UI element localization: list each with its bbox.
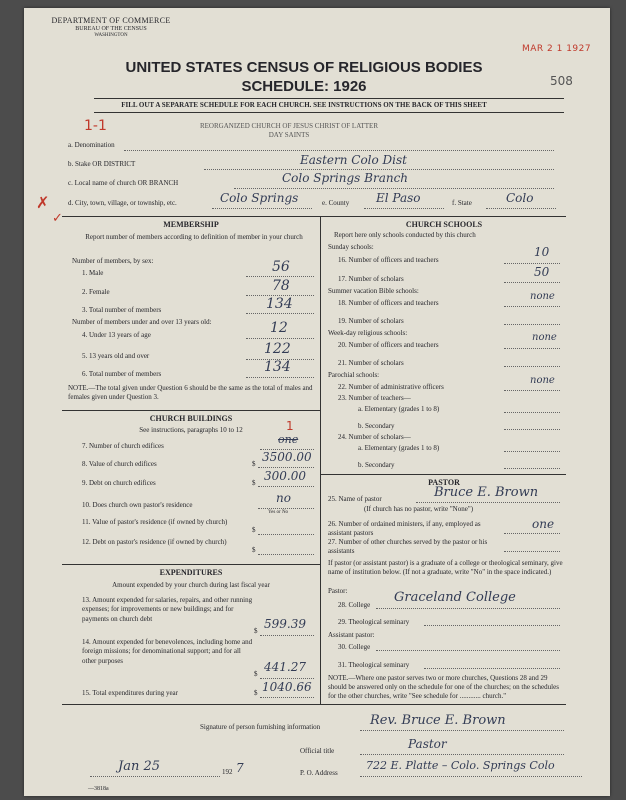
department-header — [36, 16, 186, 39]
members-by-sex-label: Number of members, by sex: — [72, 257, 154, 265]
schedule-number: 508 — [550, 74, 573, 88]
membership-intro: Report number of members according to definition of member in your church — [85, 233, 303, 241]
parochial-schools-label: Parochial schools: — [328, 371, 380, 379]
schools-heading: CHURCH SCHOOLS — [405, 220, 483, 229]
year-prefix: 192 — [222, 768, 233, 776]
male-label: 1. Male — [82, 269, 104, 277]
assistant-ministers-label: 26. Number of ordained ministers, if any, employed as assistant pastors — [328, 520, 481, 538]
city-value: Colo Springs — [220, 191, 299, 205]
received-date-stamp: MAR 2 1 1927 — [522, 44, 592, 54]
membership-note: NOTE.—The total given under Question 6 should be the same as the total of males and females given under Question 3. — [68, 384, 313, 402]
graduate-note: If pastor (or assistant pastor) is a graduate of a college or theological seminary, give name of institution below. (If not a graduate, write "No" in the space indicated.) — [328, 559, 563, 577]
instructions-banner: FILL OUT A SEPARATE SCHEDULE FOR EACH CHURCH. SEE INSTRUCTIONS ON THE BACK OF THIS SHEET — [121, 101, 487, 109]
teachers-elementary-label: a. Elementary (grades 1 to 8) — [358, 405, 440, 413]
running-expenses-label: 13. Amount expended for salaries, repairs, and other running expenses; for improvements or new buildings; and for payments on church debt — [82, 596, 253, 623]
members-by-age-label: Number of members under and over 13 years old: — [72, 318, 212, 326]
total-members-label: 3. Total number of members — [82, 306, 162, 314]
buildings-heading: CHURCH BUILDINGS — [149, 414, 233, 423]
assistant-subheading: Assistant pastor: — [328, 631, 375, 639]
weekday-schools-label: Week-day religious schools: — [328, 329, 408, 337]
other-churches-label: 27. Number of other churches served by the pastor or his assistants — [328, 538, 488, 556]
state-value: Colo — [506, 191, 534, 205]
parochial-teachers-label: 23. Number of teachers— — [338, 394, 411, 402]
city-label: d. City, town, village, or township, etc. — [68, 199, 177, 207]
sunday-officers-value: 10 — [534, 245, 550, 259]
schools-intro: Report here only schools conducted by this church — [334, 231, 476, 239]
pastor-college-label: 28. College — [338, 601, 371, 609]
sunday-scholars-label: 17. Number of scholars — [338, 275, 404, 283]
summer-officers-label: 18. Number of officers and teachers — [338, 299, 439, 307]
stake-value: Eastern Colo Dist — [300, 153, 407, 167]
official-title-label: Official title — [300, 747, 335, 755]
total-by-age-label: 6. Total number of members — [82, 370, 162, 378]
pastor-college-value: Graceland College — [394, 590, 516, 605]
county-value: El Paso — [376, 191, 421, 205]
benevolences-value: 441.27 — [264, 660, 306, 674]
membership-heading: MEMBERSHIP — [163, 220, 219, 229]
edifices-count-correction: 1 — [286, 419, 294, 433]
assistant-seminary-label: 31. Theological seminary — [338, 661, 410, 669]
sunday-scholars-value: 50 — [534, 265, 550, 279]
weekday-officers-value: none — [532, 332, 557, 343]
benevolences-label: 14. Amount expended for benevolences, including home and foreign missions; for denominational support; and for all other purposes — [82, 638, 253, 665]
yes-no-hint: Yes or No — [268, 510, 289, 515]
local-church-label: c. Local name of church OR BRANCH — [68, 179, 179, 187]
scholars-secondary-label: b. Secondary — [358, 461, 395, 469]
total-expenditures-value: 1040.66 — [262, 680, 312, 694]
owns-residence-label: 10. Does church own pastor's residence — [82, 501, 193, 509]
edifices-debt-label: 9. Debt on church edifices — [82, 479, 156, 487]
signature-value: Rev. Bruce E. Brown — [370, 713, 506, 728]
under-13-value: 12 — [270, 320, 288, 336]
bureau-name: BUREAU OF THE CENSUS — [75, 25, 147, 32]
expenditures-heading: EXPENDITURES — [159, 568, 223, 577]
year-digit: 7 — [236, 761, 244, 775]
pastor-name-hint: (If church has no pastor, write "None") — [364, 505, 474, 513]
pastor-seminary-label: 29. Theological seminary — [338, 618, 410, 626]
department-name: DEPARTMENT OF COMMERCE — [51, 16, 171, 25]
female-value: 78 — [272, 278, 290, 294]
weekday-scholars-label: 21. Number of scholars — [338, 359, 404, 367]
over-13-label: 5. 13 years old and over — [82, 352, 150, 360]
scholars-elementary-label: a. Elementary (grades 1 to 8) — [358, 444, 440, 452]
state-label: f. State — [452, 199, 472, 207]
summer-schools-label: Summer vacation Bible schools: — [328, 287, 419, 295]
address-label: P. O. Address — [300, 769, 338, 777]
margin-mark: 1-1 — [84, 118, 107, 134]
sunday-schools-label: Sunday schools: — [328, 243, 374, 251]
edifices-count-value: one — [278, 433, 299, 446]
male-value: 56 — [272, 259, 290, 275]
weekday-officers-label: 20. Number of officers and teachers — [338, 341, 439, 349]
expenditures-intro: Amount expended by your church during last fiscal year — [112, 581, 270, 589]
edifices-value-label: 8. Value of church edifices — [82, 460, 157, 468]
sunday-officers-label: 16. Number of officers and teachers — [338, 256, 439, 264]
local-church-value: Colo Springs Branch — [282, 171, 409, 185]
running-expenses-value: 599.39 — [264, 617, 306, 631]
pastor-subheading: Pastor: — [328, 587, 348, 595]
pastor-heading: PASTOR — [428, 478, 460, 487]
schedule-year: SCHEDULE: 1926 — [241, 78, 367, 95]
official-title-value: Pastor — [408, 737, 447, 751]
pastor-note: NOTE.—Where one pastor serves two or more churches, Questions 28 and 29 should be answered only on the schedule for one of the churches; on the schedules for the other churches, write "See schedule for ............ church." — [328, 674, 559, 700]
assistant-college-label: 30. College — [338, 643, 371, 651]
summer-scholars-label: 19. Number of scholars — [338, 317, 404, 325]
pastor-name-label: 25. Name of pastor — [328, 495, 382, 503]
denomination-label: a. Denomination — [68, 141, 115, 149]
signature-label: Signature of person furnishing information — [200, 723, 321, 731]
residence-value-label: 11. Value of pastor's residence (if owned by church) — [82, 518, 228, 526]
page-title: UNITED STATES CENSUS OF RELIGIOUS BODIES — [125, 59, 483, 76]
city-name: WASHINGTON — [94, 32, 128, 38]
buildings-instructions: See instructions, paragraphs 10 to 12 — [139, 426, 243, 434]
edifices-count-label: 7. Number of church edifices — [82, 442, 164, 450]
stake-label: b. Stake OR DISTRICT — [68, 160, 136, 168]
address-value: 722 E. Platte – Colo. Springs Colo — [366, 759, 555, 772]
total-by-age-value: 134 — [264, 359, 291, 375]
census-schedule-page: DEPARTMENT OF COMMERCE BUREAU OF THE CENSUS WASHINGTON MAR 2 1 1927 508 UNITED STATES CENSUS OF RELIGIOUS BODIES SCHEDULE: 1926 1-1 FILL OUT A SEPARATE SCHEDULE FOR EACH CHURCH. SEE INSTRUCTIONS ON THE BACK OF THIS SHEET a. Denomination REORGANIZED CHURCH OF JESUS CHRIST OF LATTER DAY SAINTS b. Stake OR DISTRICT Eastern Colo Dist c. Local name of church OR BRANCH Colo Springs Branch ✗ ✓ d. City, town, village, or township, etc. Colo Springs e. County El Paso f. State Colo MEMBERSHIP Report number of members according to definition of member in your church Number of members, by sex: 1. Male 56 2. Female 78 3. Total number of members 134 Number of members under and over 13 years old: 4. Under 13 years of age 12 5. 13 years old and over 122 6. Total number of members 134 NOTE.—The total given under Question 6 should be the same as the total of males and females given under Question 3. CHURCH BUILDINGS See instructions, paragraphs 10 to 12 7. Number of church edifices one 1 8. Value of church edifices $ 3500.00 9. Debt on church edifices $ 300.00 10. Does church own pastor's residence no Yes or No 11. Value of pastor's residence (if owned by church) $ 12. Debt on pastor's residence (if owned by church) $ EXPENDITURES Amount expended by your church during last fiscal year 13. Amount expended for salaries, repairs, and other running expenses; for improvements or new buildings; and for payments on church debt $ 599.39 14. Amount expended for benevolences, including home and foreign missions; for denominational support; and for all other purposes $ 441.27 15. Total expenditures during year $ 1040.66 CHURCH SCHOOLS Report here only schools conducted by this church Sunday schools: 16. Number of officers and teachers 10 17. Number of scholars 50 Summer vacation Bible schools: 18. Number of officers and teachers none 19. Number of scholars Week-day religious schools: 20. Number of officers and teachers none 21. Number of scholars Parochial schools: 22. Number of administrative officers none 23. Number of teachers— a. Elementary (grades 1 to 8) b. Secondary 24. Number of scholars— a. Elementary (grades 1 to 8) b. Secondary PASTOR 25. Name of pastor Bruce E. Brown (If church has no pastor, write "None") 26. Number of ordained ministers, if any, employed as assistant pastors one 27. Number of other churches served by the pastor or his assistants If pastor (or assistant pastor) is a graduate of a college or theological seminary, give name of institution below. (If not a graduate, write "No" in the space indicated.) Pastor: 28. College Graceland College 29. Theological seminary Assistant pastor: 30. College 31. Theological seminary NOTE.—Where one pastor serves two or more churches, Questions 28 and 29 should be answered only on the schedule for one of the churches; on the schedules for the other churches, write "See schedule for ............ church." Signature of person furnishing information Rev. Bruce E. Brown Official title Pastor Jan 25 192 7 P. O. Address 722 E. Platte – Colo. Springs Colo —3818a — [24, 8, 610, 796]
pastor-name-value: Bruce E. Brown — [434, 485, 539, 500]
under-13-label: 4. Under 13 years of age — [82, 331, 151, 339]
total-expenditures-label: 15. Total expenditures during year — [82, 689, 178, 697]
teachers-secondary-label: b. Secondary — [358, 422, 395, 430]
summer-officers-value: none — [530, 291, 555, 302]
owns-residence-value: no — [276, 491, 291, 505]
denomination-value: REORGANIZED CHURCH OF JESUS CHRIST OF LATTER DAY SAINTS — [199, 122, 378, 140]
over-13-value: 122 — [264, 341, 291, 357]
edifices-debt-value: 300.00 — [264, 469, 306, 483]
date-value: Jan 25 — [118, 759, 161, 774]
form-code: —3818a — [88, 786, 109, 792]
residence-debt-label: 12. Debt on pastor's residence (if owned by church) — [82, 538, 227, 546]
total-members-value: 134 — [266, 296, 293, 312]
parochial-officers-value: none — [530, 375, 555, 386]
edifices-value-value: 3500.00 — [262, 450, 312, 464]
parochial-scholars-label: 24. Number of scholars— — [338, 433, 411, 441]
parochial-officers-label: 22. Number of administrative officers — [338, 383, 444, 391]
county-label: e. County — [322, 199, 350, 207]
female-label: 2. Female — [82, 288, 110, 296]
assistant-ministers-value: one — [532, 517, 555, 531]
